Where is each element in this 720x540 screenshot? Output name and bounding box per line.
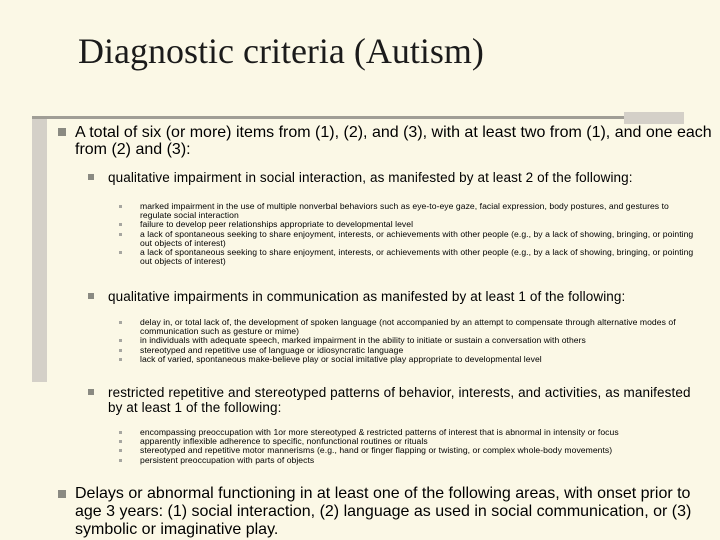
bullet-square-icon bbox=[58, 128, 66, 136]
bullet-icon bbox=[119, 205, 122, 208]
bullet-icon bbox=[119, 459, 122, 462]
section-heading: qualitative impairment in social interaction, as manifested by at least 2 of the following: bbox=[108, 170, 633, 185]
section-heading: restricted repetitive and stereotyped patterns of behavior, interests, and activities, as manifested by at least 1 of the following: bbox=[108, 385, 691, 415]
list-item: apparently inflexible adherence to specific, nonfunctional routines or rituals bbox=[140, 437, 710, 446]
list-item: in individuals with adequate speech, marked impairment in the ability to initiate or sustain a conversation with others bbox=[140, 336, 710, 345]
list-item: persistent preoccupation with parts of objects bbox=[140, 456, 710, 465]
bullet-icon bbox=[119, 233, 122, 236]
bullet-square-icon bbox=[58, 490, 66, 498]
list-item: stereotyped and repetitive motor mannerisms (e.g., hand or finger flapping or twisting, or complex whole-body movements) bbox=[140, 446, 710, 455]
bullet-icon bbox=[119, 449, 122, 452]
bullet-icon bbox=[119, 251, 122, 254]
decorative-vertical-bar bbox=[32, 118, 47, 382]
section-items-list bbox=[140, 428, 710, 465]
list-item: encompassing preoccupation with 1or more stereotyped & restricted patterns of interest that is abnormal in intensity or focus bbox=[140, 428, 710, 437]
closing-text: Delays or abnormal functioning in at least one of the following areas, with onset prior to age 3 years: (1) social interaction, (2) language as used in social communication, or (3) symbolic or imaginative play. bbox=[75, 485, 692, 538]
section-heading: qualitative impairments in communication as manifested by at least 1 of the following: bbox=[108, 289, 626, 304]
bullet-icon bbox=[119, 339, 122, 342]
list-item: a lack of spontaneous seeking to share enjoyment, interests, or achievements with other people (e.g., by a lack of showing, bringing, or pointing out objects of interest) bbox=[140, 230, 700, 248]
list-item: stereotyped and repetitive use of language or idiosyncratic language bbox=[140, 346, 710, 355]
bullet-icon bbox=[119, 223, 122, 226]
intro-text: A total of six (or more) items from (1), (2), and (3), with at least two from (1), and one each from (2) and (3): bbox=[75, 124, 712, 158]
list-item: lack of varied, spontaneous make-believe play or social imitative play appropriate to developmental level bbox=[140, 355, 710, 364]
decorative-rule-accent bbox=[624, 112, 684, 124]
bullet-icon bbox=[119, 321, 122, 324]
bullet-icon bbox=[119, 358, 122, 361]
list-item: delay in, or total lack of, the development of spoken language (not accompanied by an attempt to compensate through alternative modes of communication such as gesture or mime) bbox=[140, 318, 710, 336]
bullet-square-icon bbox=[88, 174, 94, 180]
section-items-list bbox=[140, 202, 700, 266]
bullet-icon bbox=[119, 349, 122, 352]
section-items-list bbox=[140, 318, 710, 364]
bullet-square-icon bbox=[88, 293, 94, 299]
list-item: marked impairment in the use of multiple nonverbal behaviors such as eye-to-eye gaze, facial expression, body postures, and gestures to regulate social interaction bbox=[140, 202, 700, 220]
bullet-square-icon bbox=[88, 389, 94, 395]
bullet-icon bbox=[119, 440, 122, 443]
bullet-icon bbox=[119, 431, 122, 434]
list-item: failure to develop peer relationships appropriate to developmental level bbox=[140, 220, 700, 229]
decorative-rule bbox=[32, 116, 624, 119]
list-item: a lack of spontaneous seeking to share enjoyment, interests, or achievements with other people (e.g., by a lack of showing, bringing, or pointing out objects of interest) bbox=[140, 248, 700, 266]
slide-title: Diagnostic criteria (Autism) bbox=[78, 31, 484, 71]
